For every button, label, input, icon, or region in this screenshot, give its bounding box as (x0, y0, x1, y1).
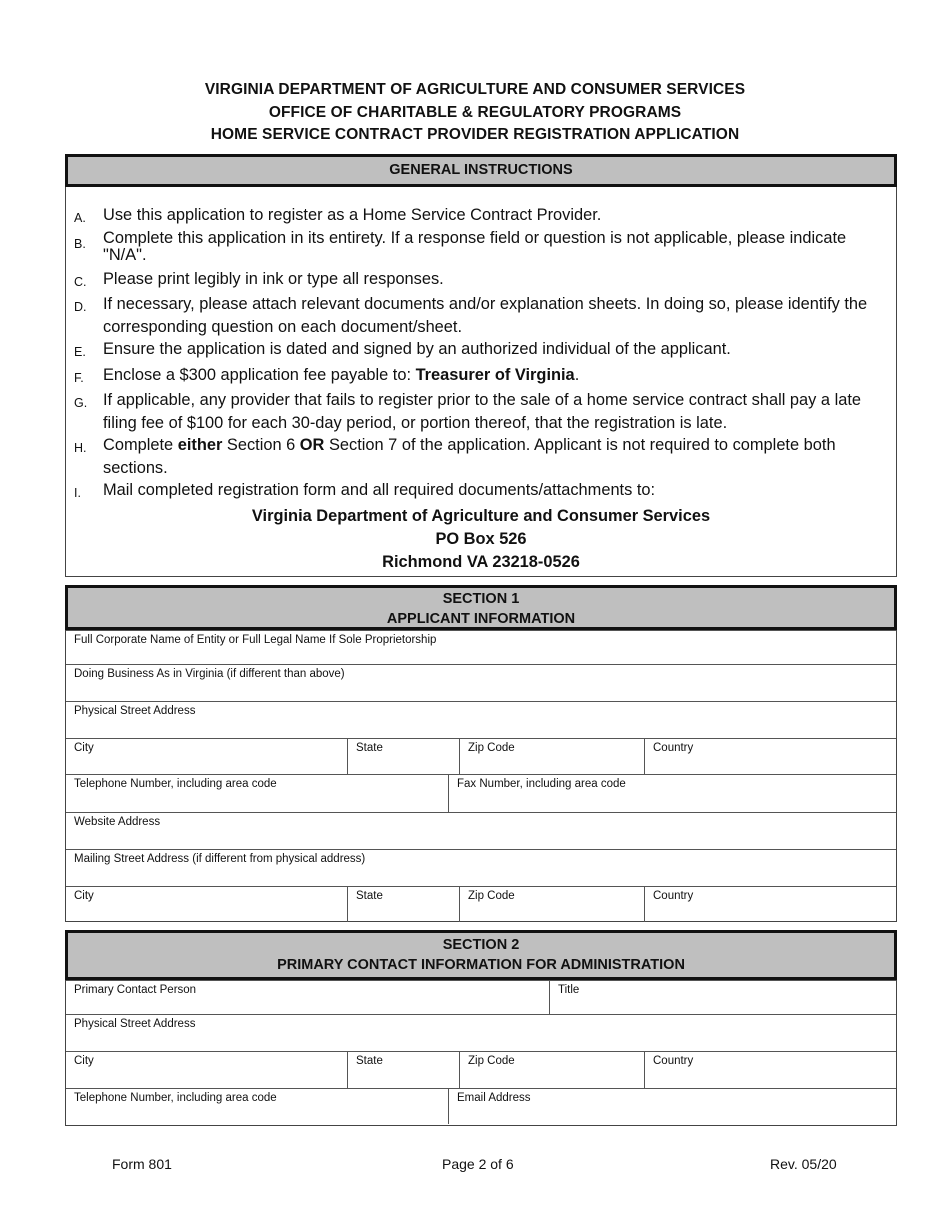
state-field[interactable]: State (347, 739, 459, 774)
section1-subtitle: APPLICANT INFORMATION (386, 610, 576, 627)
mailing-city-field[interactable]: City (74, 890, 94, 902)
instruction-item (74, 293, 888, 338)
general-instructions-box (65, 154, 897, 577)
mailing-address-block (66, 505, 896, 574)
instruction-text: Ensure the application is dated and signed by an authorized individual of the applicant. (103, 340, 731, 358)
section2-title: SECTION 2 (442, 937, 520, 953)
fax-field[interactable]: Fax Number, including area code (448, 775, 896, 812)
contact-telephone-field[interactable]: Telephone Number, including area code (74, 1092, 277, 1104)
mailing-address-field[interactable]: Mailing Street Address (if different from physical address) (74, 853, 366, 865)
instruction-text: Mail completed registration form and all required documents/attachments to: (103, 481, 656, 499)
instruction-item (74, 338, 888, 364)
dba-field[interactable]: Doing Business As in Virginia (if different than above) (74, 668, 345, 680)
contact-country-field[interactable]: Country (644, 1052, 896, 1088)
contact-title-field[interactable]: Title (549, 981, 896, 1014)
mailing-zip-field[interactable]: Zip Code (459, 887, 644, 922)
contact-address-field[interactable]: Physical Street Address (74, 1018, 196, 1030)
mailing-state-field[interactable]: State (347, 887, 459, 922)
address-line: PO Box 526 (435, 529, 527, 548)
mailing-country-field[interactable]: Country (644, 887, 896, 922)
instruction-text: Complete either Section 6 OR Section 7 of the application. Applicant is not required to complete both sections. (103, 436, 836, 477)
contact-state-field[interactable]: State (347, 1052, 459, 1088)
section1-applicant-info (65, 585, 897, 922)
instruction-letter: B. (74, 236, 86, 251)
page-number: Page 2 of 6 (442, 1156, 514, 1172)
instruction-item (74, 364, 888, 390)
instruction-letter: G. (74, 396, 88, 410)
instruction-letter: E. (74, 345, 86, 359)
instruction-letter: F. (74, 370, 84, 385)
full-name-field[interactable]: Full Corporate Name of Entity or Full Legal Name If Sole Proprietorship (74, 634, 437, 646)
section1-heading (65, 585, 897, 630)
instruction-item (74, 434, 888, 479)
instruction-letter: D. (74, 300, 87, 314)
instructions-list (66, 187, 896, 505)
section2-subtitle: PRIMARY CONTACT INFORMATION FOR ADMINISTRATION (277, 956, 685, 973)
country-field[interactable]: Country (644, 739, 896, 774)
instruction-text: Use this application to register as a Home Service Contract Provider. (103, 206, 602, 224)
instruction-text: If necessary, please attach relevant documents and/or explanation sheets. In doing so, please identify the corresponding question on each document/sheet. (103, 295, 868, 336)
address-line: Richmond VA 23218-0526 (382, 552, 580, 571)
contact-person-field[interactable]: Primary Contact Person (74, 984, 197, 996)
document-header (0, 79, 950, 147)
instruction-text: If applicable, any provider that fails to register prior to the sale of a home service contract shall pay a late filing fee of $100 for each 30-day period, or portion thereof, that the registration is late. (103, 391, 862, 432)
telephone-field[interactable]: Telephone Number, including area code (74, 778, 277, 790)
revision-date: Rev. 05/20 (770, 1156, 837, 1172)
section1-title: SECTION 1 (442, 591, 520, 607)
physical-address-field[interactable]: Physical Street Address (74, 705, 196, 717)
instruction-letter: H. (74, 441, 87, 455)
instruction-text: Enclose a $300 application fee payable to: Treasurer of Virginia. (103, 365, 580, 384)
contact-email-field[interactable]: Email Address (448, 1089, 896, 1124)
instruction-letter: I. (74, 486, 81, 500)
address-line: Virginia Department of Agriculture and Consumer Services (251, 506, 711, 525)
instruction-letter: A. (74, 211, 86, 225)
general-instructions-heading: GENERAL INSTRUCTIONS (65, 154, 897, 187)
contact-zip-field[interactable]: Zip Code (459, 1052, 644, 1088)
instruction-item (74, 268, 888, 294)
form-number: Form 801 (112, 1156, 172, 1172)
payee-name: Treasurer of Virginia (415, 365, 575, 384)
instruction-item (74, 389, 888, 434)
city-field[interactable]: City (74, 742, 94, 754)
form-title: HOME SERVICE CONTRACT PROVIDER REGISTRATION APPLICATION (210, 126, 740, 143)
section2-primary-contact (65, 930, 897, 1126)
instruction-item (74, 204, 888, 230)
zip-field[interactable]: Zip Code (459, 739, 644, 774)
instruction-item (74, 479, 888, 505)
instruction-item (74, 230, 888, 265)
instruction-letter: C. (74, 274, 87, 289)
website-field[interactable]: Website Address (74, 816, 161, 828)
section2-heading (65, 930, 897, 980)
agency-title: VIRGINIA DEPARTMENT OF AGRICULTURE AND CONSUMER SERVICES (204, 81, 746, 98)
contact-city-field[interactable]: City (74, 1055, 94, 1067)
instruction-text: Please print legibly in ink or type all responses. (103, 269, 444, 288)
office-title: OFFICE OF CHARITABLE & REGULATORY PROGRAMS (268, 103, 682, 121)
instruction-text: Complete this application in its entirety. If a response field or question is not applicable, please indicate "N/A". (103, 228, 847, 264)
